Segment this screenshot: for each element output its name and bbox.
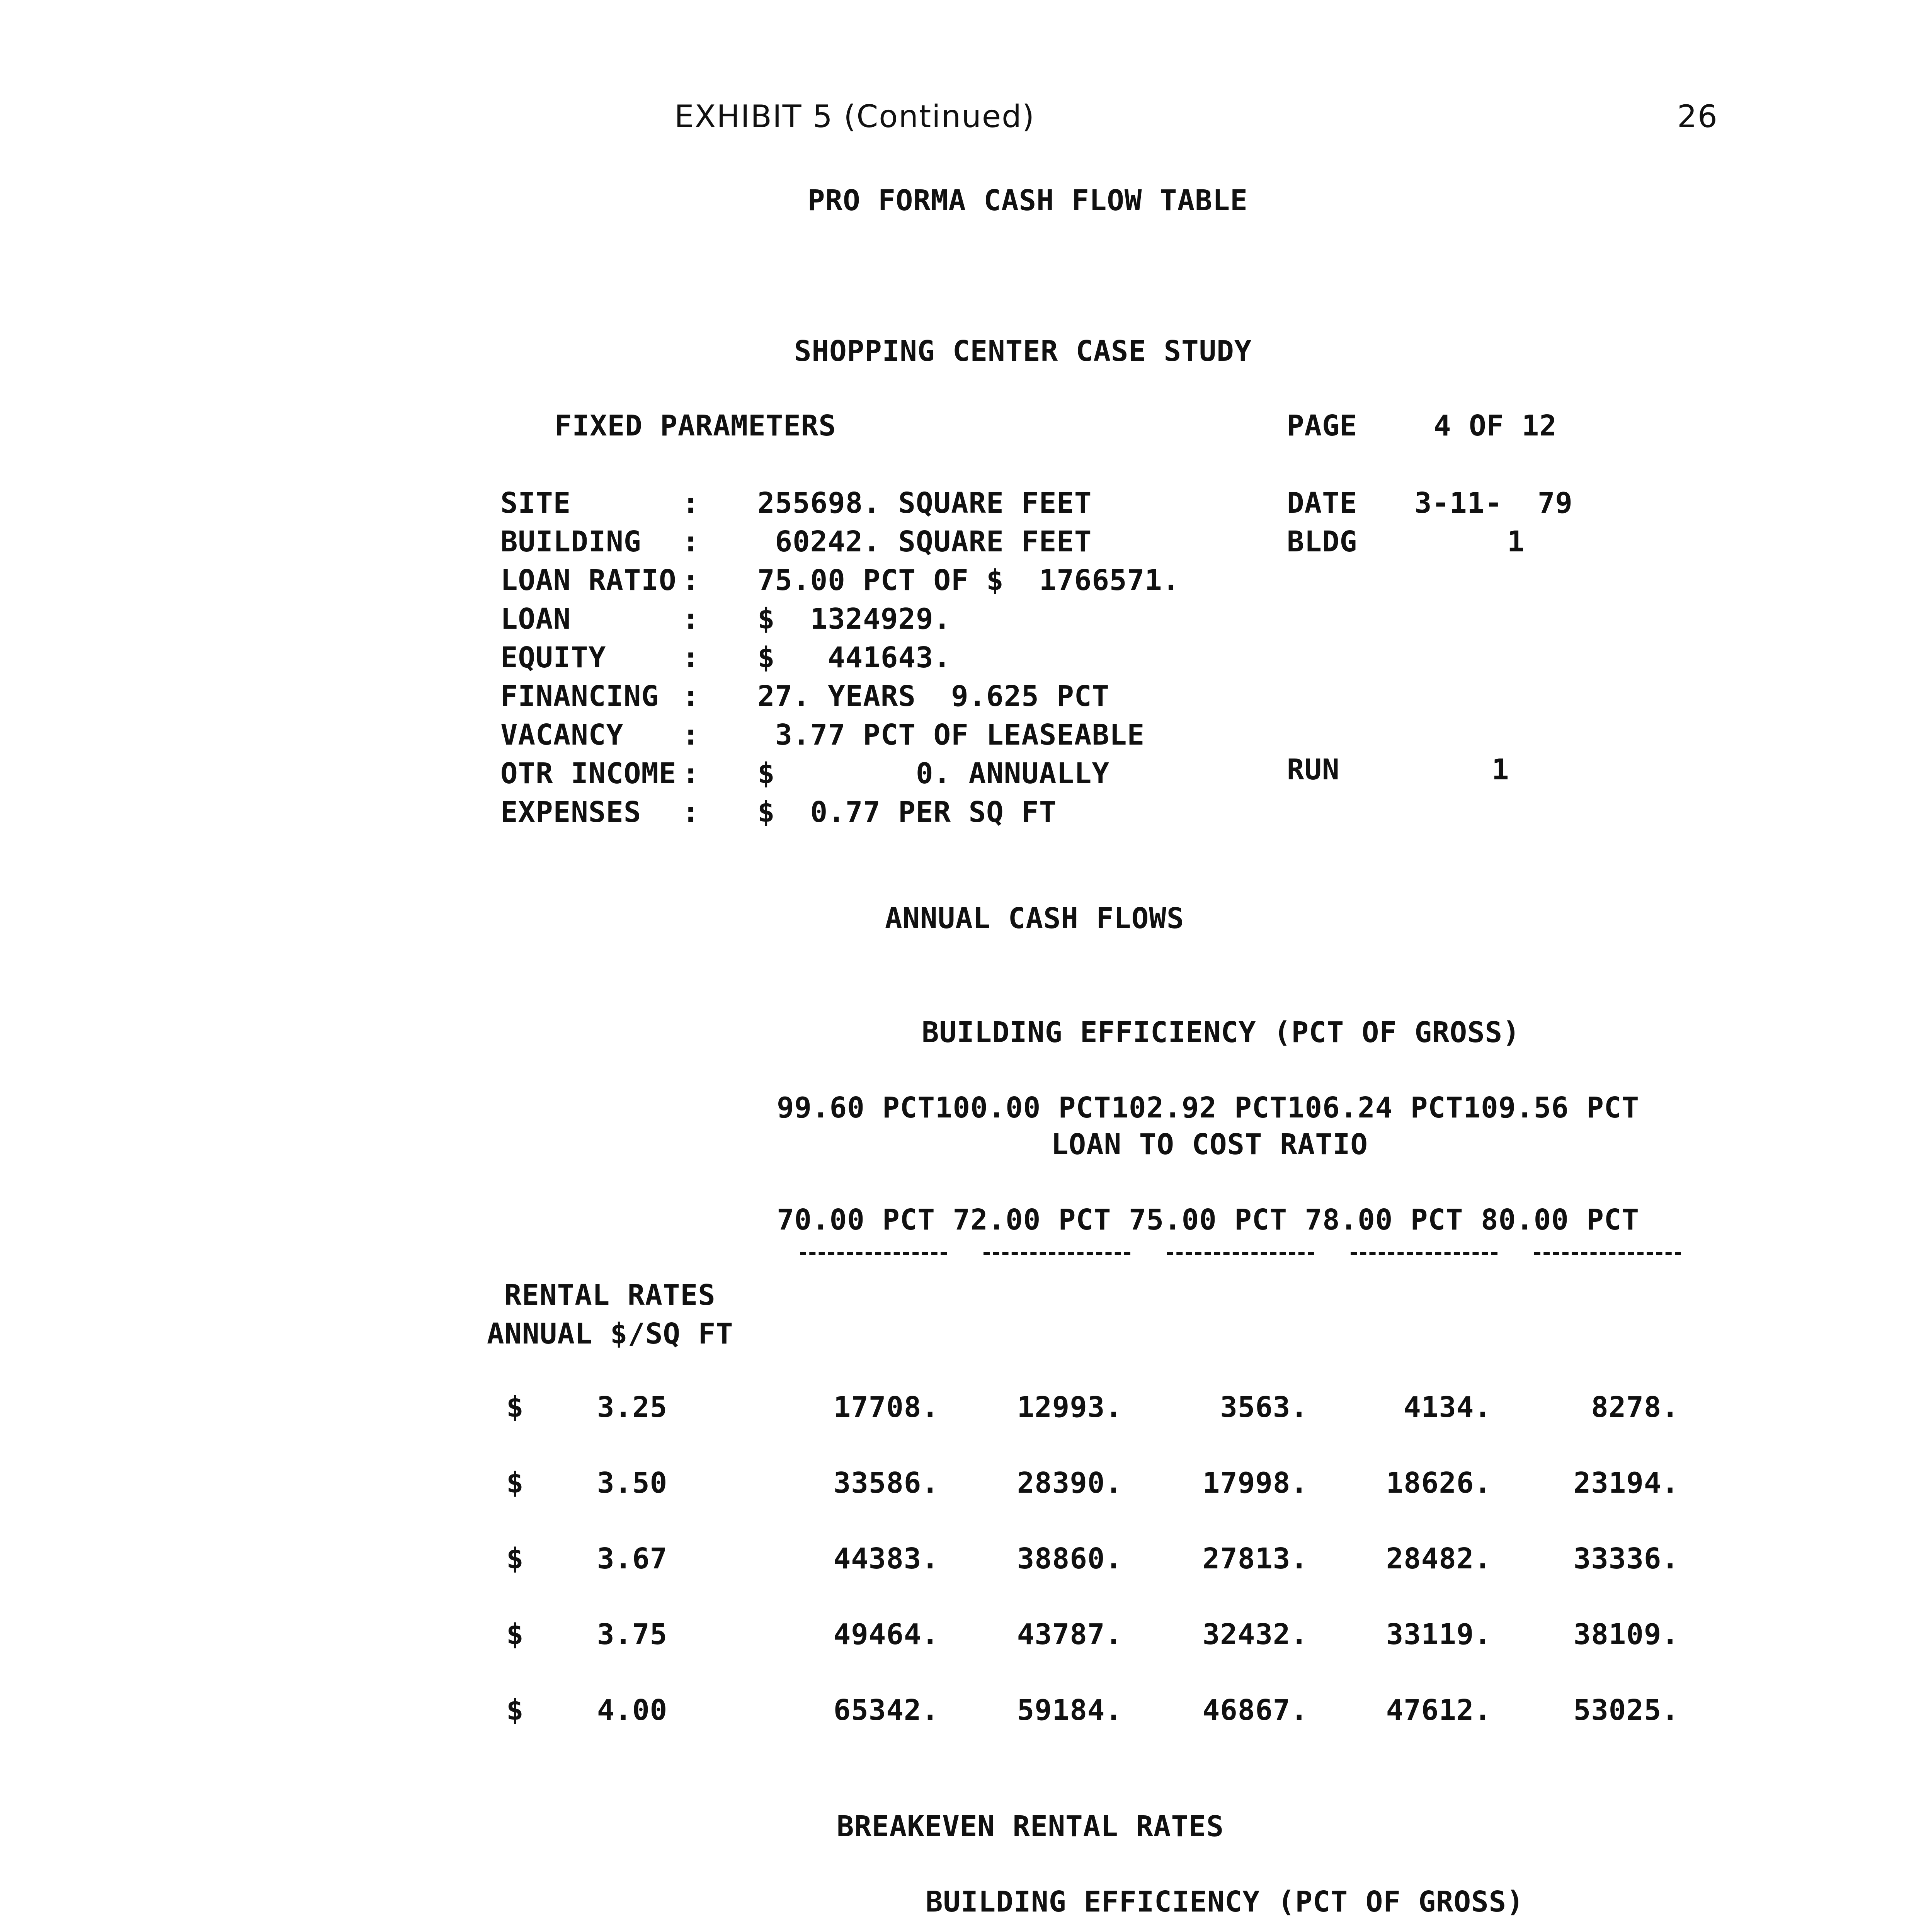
table-cell: 28390.	[1017, 1466, 1123, 1500]
param-separator: :	[682, 718, 700, 752]
table-cell: 33336.	[1573, 1542, 1679, 1575]
table-cell: 8278.	[1591, 1391, 1679, 1424]
run-label: RUN	[1287, 753, 1340, 786]
table-cell: 59184.	[1017, 1694, 1123, 1727]
param-label: BUILDING	[500, 525, 642, 558]
table-cell: 44383.	[833, 1542, 939, 1575]
row-rental-rate: 3.75	[597, 1618, 668, 1651]
page-label: PAGE	[1287, 409, 1358, 442]
table-cell: 32432.	[1202, 1618, 1308, 1651]
param-value: $ 441643.	[757, 641, 951, 674]
param-separator: :	[682, 564, 700, 597]
param-label: EXPENSES	[500, 796, 642, 829]
row-dollar-sign: $	[506, 1391, 524, 1424]
table-cell: 3563.	[1220, 1391, 1308, 1424]
breakeven-efficiency-heading: BUILDING EFFICIENCY (PCT OF GROSS)	[926, 1885, 1524, 1918]
row-rental-rate: 3.25	[597, 1391, 668, 1424]
table-cell: 38109.	[1573, 1618, 1679, 1651]
row-dollar-sign: $	[506, 1542, 524, 1575]
table-cell: 18626.	[1386, 1466, 1492, 1500]
date-label: DATE	[1287, 486, 1358, 520]
row-dollar-sign: $	[506, 1618, 524, 1651]
param-value: $ 1324929.	[757, 602, 951, 636]
param-label: EQUITY	[500, 641, 606, 674]
table-cell: 17998.	[1202, 1466, 1308, 1500]
annual-cash-flows-heading: ANNUAL CASH FLOWS	[885, 902, 1184, 935]
param-separator: :	[682, 796, 700, 829]
page-number: 26	[1677, 99, 1718, 134]
row-rental-rate: 3.67	[597, 1542, 668, 1575]
param-label: OTR INCOME	[500, 757, 677, 790]
param-label: VACANCY	[500, 718, 624, 752]
annual-rates-label-1: RENTAL RATES	[504, 1279, 716, 1312]
table-cell: 65342.	[833, 1694, 939, 1727]
table-cell: 28482.	[1386, 1542, 1492, 1575]
annual-efficiency-row: 99.60 PCT100.00 PCT102.92 PCT106.24 PCT109.56 PCT	[777, 1091, 1640, 1124]
bldg-label: BLDG	[1287, 525, 1358, 558]
column-rule	[984, 1252, 1130, 1255]
param-value: 255698. SQUARE FEET	[757, 486, 1092, 520]
run-value: 1	[1492, 753, 1509, 786]
param-separator: :	[682, 486, 700, 520]
param-value: 27. YEARS 9.625 PCT	[757, 680, 1110, 713]
page-subtitle: SHOPPING CENTER CASE STUDY	[794, 335, 1252, 368]
table-cell: 23194.	[1573, 1466, 1679, 1500]
table-cell: 33119.	[1386, 1618, 1492, 1651]
table-cell: 27813.	[1202, 1542, 1308, 1575]
annual-efficiency-heading: BUILDING EFFICIENCY (PCT OF GROSS)	[922, 1016, 1520, 1049]
param-separator: :	[682, 602, 700, 636]
breakeven-heading: BREAKEVEN RENTAL RATES	[837, 1810, 1224, 1843]
column-rule	[1167, 1252, 1314, 1255]
param-label: SITE	[500, 486, 571, 520]
bldg-value: 1	[1507, 525, 1525, 558]
column-rule	[1351, 1252, 1497, 1255]
table-cell: 33586.	[833, 1466, 939, 1500]
param-value: 3.77 PCT OF LEASEABLE	[757, 718, 1145, 752]
fixed-parameters-heading: FIXED PARAMETERS	[555, 409, 836, 442]
table-cell: 4134.	[1404, 1391, 1492, 1424]
row-dollar-sign: $	[506, 1694, 524, 1727]
param-separator: :	[682, 641, 700, 674]
table-cell: 47612.	[1386, 1694, 1492, 1727]
row-rental-rate: 3.50	[597, 1466, 668, 1500]
param-separator: :	[682, 680, 700, 713]
param-value: $ 0. ANNUALLY	[757, 757, 1110, 790]
column-rule	[1534, 1252, 1681, 1255]
param-value: 60242. SQUARE FEET	[757, 525, 1092, 558]
param-label: FINANCING	[500, 680, 659, 713]
row-dollar-sign: $	[506, 1466, 524, 1500]
page-title: PRO FORMA CASH FLOW TABLE	[808, 184, 1248, 217]
date-value: 3-11- 79	[1414, 486, 1573, 520]
annual-rates-label-2: ANNUAL $/SQ FT	[487, 1317, 733, 1350]
param-value: 75.00 PCT OF $ 1766571.	[757, 564, 1180, 597]
exhibit-label: EXHIBIT 5 (Continued)	[674, 99, 1035, 134]
table-cell: 53025.	[1573, 1694, 1679, 1727]
table-cell: 38860.	[1017, 1542, 1123, 1575]
param-separator: :	[682, 757, 700, 790]
annual-ltc-row: 70.00 PCT 72.00 PCT 75.00 PCT 78.00 PCT 80.00 PCT	[777, 1203, 1640, 1236]
param-label: LOAN RATIO	[500, 564, 677, 597]
table-cell: 46867.	[1202, 1694, 1308, 1727]
column-rule	[800, 1252, 947, 1255]
page-value: 4 OF 12	[1434, 409, 1557, 442]
table-cell: 49464.	[833, 1618, 939, 1651]
annual-ltc-heading: LOAN TO COST RATIO	[1051, 1128, 1368, 1161]
param-separator: :	[682, 525, 700, 558]
row-rental-rate: 4.00	[597, 1694, 668, 1727]
param-label: LOAN	[500, 602, 571, 636]
table-cell: 17708.	[833, 1391, 939, 1424]
table-cell: 43787.	[1017, 1618, 1123, 1651]
param-value: $ 0.77 PER SQ FT	[757, 796, 1057, 829]
table-cell: 12993.	[1017, 1391, 1123, 1424]
